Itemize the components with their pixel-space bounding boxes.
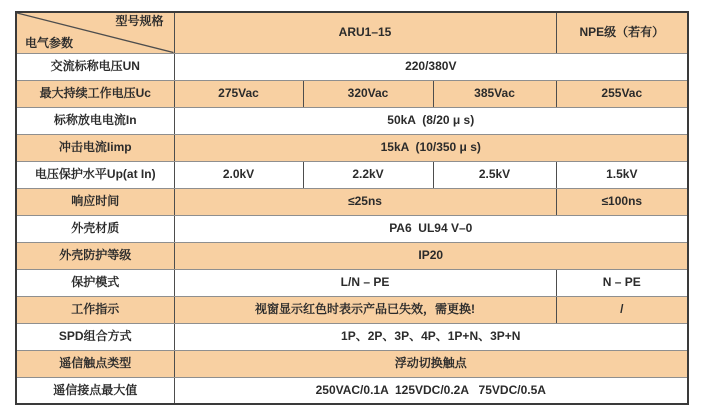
spec-table (15, 11, 689, 405)
row-label: 外壳防护等级 (16, 242, 174, 269)
row-label: 标称放电电流In (16, 107, 174, 134)
header-model-spec-label: 型号规格 (115, 14, 164, 28)
row-label: 外壳材质 (16, 215, 174, 242)
header-electrical-params-label: 电气参数 (25, 36, 74, 51)
table-row-remote-contact-max (16, 377, 688, 404)
row-label: 工作指示 (16, 296, 174, 323)
header-npe-column: NPE级（若有） (556, 12, 688, 53)
table-row-impulse-current (16, 134, 688, 161)
row-value: 2.5kV (433, 161, 556, 188)
row-value: 浮动切换触点 (174, 350, 688, 377)
table-row-voltage-protection-level (16, 161, 688, 188)
header-row (16, 12, 688, 53)
row-label: 遥信触点类型 (16, 350, 174, 377)
table-row-protection-mode (16, 269, 688, 296)
row-value: 320Vac (303, 80, 433, 107)
table-row-response-time (16, 188, 688, 215)
diagonal-header-cell (16, 12, 174, 53)
row-value-main: L/N – PE (174, 269, 556, 296)
row-value-npe: ≤100ns (556, 188, 688, 215)
table-row-housing-material (16, 215, 688, 242)
row-label: 遥信接点最大值 (16, 377, 174, 404)
table-row-spd-combination (16, 323, 688, 350)
row-value: 275Vac (174, 80, 303, 107)
row-label: 最大持续工作电压Uc (16, 80, 174, 107)
row-label: 保护模式 (16, 269, 174, 296)
header-model-name: ARU1–15 (174, 12, 556, 53)
row-value: 385Vac (433, 80, 556, 107)
row-label: 电压保护水平Up(at In) (16, 161, 174, 188)
table-row-remote-contact-type (16, 350, 688, 377)
table-row-working-indication (16, 296, 688, 323)
table-row-nominal-voltage (16, 53, 688, 80)
row-value-main: ≤25ns (174, 188, 556, 215)
table-row-ip-rating (16, 242, 688, 269)
row-value: PA6 UL94 V–0 (174, 215, 688, 242)
row-value: 250VAC/0.1A 125VDC/0.2A 75VDC/0.5A (174, 377, 688, 404)
row-value: 2.0kV (174, 161, 303, 188)
row-value: 1.5kV (556, 161, 688, 188)
row-value: 1P、2P、3P、4P、1P+N、3P+N (174, 323, 688, 350)
row-label: SPD组合方式 (16, 323, 174, 350)
row-label: 交流标称电压UN (16, 53, 174, 80)
row-value-npe: N – PE (556, 269, 688, 296)
row-value: 15kA (10/350 μ s) (174, 134, 688, 161)
row-value: 220/380V (174, 53, 688, 80)
table-row-max-continuous-voltage (16, 80, 688, 107)
row-value: 2.2kV (303, 161, 433, 188)
row-value-npe: / (556, 296, 688, 323)
table-row-nominal-discharge-current (16, 107, 688, 134)
row-label: 响应时间 (16, 188, 174, 215)
row-label: 冲击电流Iimp (16, 134, 174, 161)
row-value-main: 视窗显示红色时表示产品已失效，需更换! (174, 296, 556, 323)
row-value: 255Vac (556, 80, 688, 107)
row-value: IP20 (174, 242, 688, 269)
row-value: 50kA (8/20 μ s) (174, 107, 688, 134)
